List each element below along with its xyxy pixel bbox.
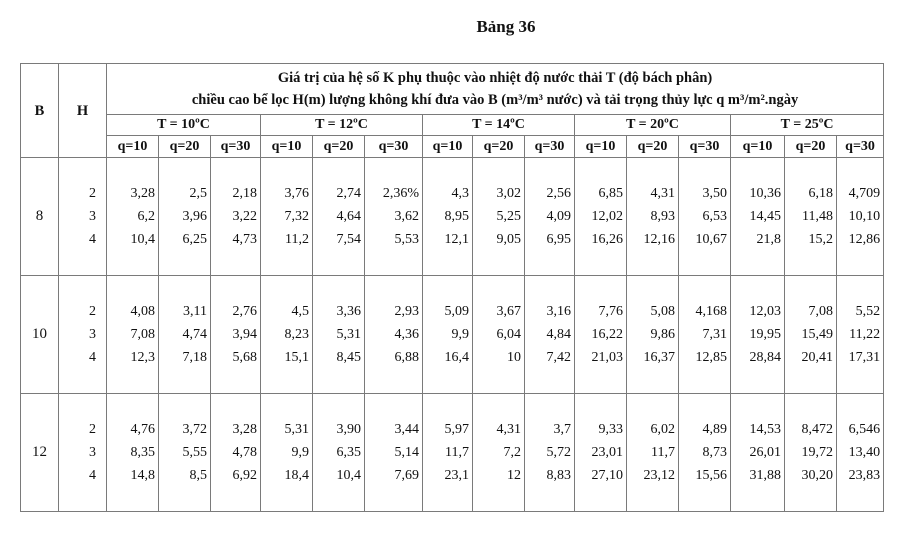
k-value: 9,86 (650, 327, 675, 342)
h-value: 3 (89, 209, 96, 224)
k-value: 8,45 (336, 350, 361, 365)
k-value: 10,10 (848, 209, 881, 224)
k-value: 23,1 (444, 468, 469, 483)
k-value: 3,28 (130, 186, 155, 201)
table-title: Bảng 36 (476, 17, 536, 36)
temperature-header: T = 20ºC (575, 115, 731, 136)
k-value-cell (107, 394, 159, 512)
k-value-cell (423, 276, 473, 394)
q-header: q=10 (261, 136, 313, 158)
k-value: 5,68 (232, 350, 257, 365)
table-row (21, 276, 884, 394)
k-value: 11,22 (849, 327, 881, 342)
k-value: 7,08 (130, 327, 155, 342)
k-value: 5,25 (496, 209, 521, 224)
b-value: 8 (21, 158, 59, 276)
k-value: 8,93 (650, 209, 675, 224)
q-header: q=30 (679, 136, 731, 158)
h-value: 4 (89, 350, 96, 365)
k-value: 8,23 (284, 327, 309, 342)
k-value: 6,02 (650, 422, 675, 437)
k-value-cell (731, 158, 785, 276)
k-value: 4,5 (291, 304, 309, 319)
k-value: 19,72 (801, 445, 833, 460)
k-value-cell (107, 158, 159, 276)
k-value: 3,96 (182, 209, 207, 224)
k-value: 6,92 (232, 468, 257, 483)
k-value: 6,18 (808, 186, 833, 201)
k-value: 3,02 (496, 186, 521, 201)
q-header: q=30 (837, 136, 884, 158)
k-value-cell (785, 394, 837, 512)
k-value: 2,56 (546, 186, 571, 201)
k-value: 15,2 (808, 232, 833, 247)
k-value: 8,73 (702, 445, 727, 460)
k-value-cell (423, 158, 473, 276)
k-value: 3,11 (183, 304, 207, 319)
k-value: 26,01 (749, 445, 781, 460)
k-value: 6,25 (182, 232, 207, 247)
temperature-header: T = 10ºC (107, 115, 261, 136)
k-value: 3,94 (232, 327, 257, 342)
k-value: 4,76 (130, 422, 155, 437)
k-value: 7,54 (336, 232, 361, 247)
k-value-cell (575, 158, 627, 276)
k-value: 2,76 (232, 304, 257, 319)
k-value: 10,36 (749, 186, 781, 201)
k-value: 12,3 (130, 350, 155, 365)
k-value: 21,8 (756, 232, 781, 247)
h-value: 3 (89, 327, 96, 342)
k-value: 5,14 (394, 445, 419, 460)
k-value-cell (107, 276, 159, 394)
k-value: 8,35 (130, 445, 155, 460)
h-value: 4 (89, 468, 96, 483)
k-value: 9,05 (496, 232, 521, 247)
k-value-cell (473, 276, 525, 394)
k-value: 12,1 (444, 232, 469, 247)
k-value-cell (525, 394, 575, 512)
k-value: 6,85 (598, 186, 623, 201)
caption-line-1: Giá trị của hệ số K phụ thuộc vào nhiệt độ nước thải T (độ bách phân) (277, 70, 713, 86)
k-value-cell (313, 158, 365, 276)
k-value: 23,01 (591, 445, 623, 460)
k-value: 5,52 (855, 304, 881, 319)
k-value-cell (365, 158, 423, 276)
k-value: 8,5 (189, 468, 207, 483)
k-value: 4,09 (546, 209, 571, 224)
k-value: 5,09 (444, 304, 469, 319)
k-value: 7,32 (284, 209, 309, 224)
k-value-cell (575, 276, 627, 394)
k-value-cell (211, 158, 261, 276)
k-value: 7,18 (182, 350, 207, 365)
k-value: 31,88 (749, 468, 781, 483)
k-value: 23,83 (848, 468, 881, 483)
k-value: 6,35 (336, 445, 361, 460)
k-value: 7,2 (503, 445, 521, 460)
k-value: 7,42 (546, 350, 571, 365)
k-value: 17,31 (848, 350, 881, 365)
q-header: q=20 (785, 136, 837, 158)
h-value: 2 (89, 422, 96, 437)
k-value-cell (473, 158, 525, 276)
k-value: 3,7 (553, 422, 571, 437)
h-value: 3 (89, 445, 96, 460)
k-value: 3,72 (182, 422, 207, 437)
k-value-cell (261, 394, 313, 512)
h-values (59, 158, 107, 276)
k-value: 15,56 (695, 468, 727, 483)
k-value-cell (159, 276, 211, 394)
k-value: 3,62 (394, 209, 419, 224)
k-value: 4,31 (650, 186, 675, 201)
k-value: 13,40 (848, 445, 881, 460)
k-value: 4,74 (182, 327, 207, 342)
k-value: 5,72 (546, 445, 571, 460)
k-value: 6,2 (137, 209, 155, 224)
k-value: 4,73 (232, 232, 257, 247)
q-header: q=10 (423, 136, 473, 158)
k-value-cell (525, 276, 575, 394)
caption-line-2: chiều cao bể lọc H(m) lượng không khí đưa vào B (m³/m³ nước) và tải trọng thủy lực q m³/m².ngày (191, 92, 799, 108)
h-value: 2 (89, 186, 96, 201)
k-value-cell (261, 276, 313, 394)
k-value: 4,89 (702, 422, 727, 437)
q-header: q=20 (159, 136, 211, 158)
k-value: 4,78 (232, 445, 257, 460)
k-value: 16,22 (591, 327, 623, 342)
k-value: 4,3 (451, 186, 469, 201)
k-value-cell (473, 394, 525, 512)
k-value-cell (731, 276, 785, 394)
k-value: 12,02 (591, 209, 623, 224)
k-value-cell (211, 276, 261, 394)
k-value: 9,9 (291, 445, 309, 460)
k-value-cell (313, 394, 365, 512)
k-value-cell (313, 276, 365, 394)
k-value: 30,20 (801, 468, 833, 483)
k-value: 23,12 (643, 468, 675, 483)
k-value: 12,16 (643, 232, 675, 247)
k-value-cell (679, 276, 731, 394)
q-header: q=20 (313, 136, 365, 158)
k-value: 28,84 (749, 350, 781, 365)
k-value-cell (365, 394, 423, 512)
q-header: q=10 (731, 136, 785, 158)
h-values (59, 276, 107, 394)
k-value: 2,5 (189, 186, 207, 201)
k-value: 4,36 (394, 327, 419, 342)
k-value: 10,4 (130, 232, 155, 247)
k-value: 5,08 (650, 304, 675, 319)
k-value: 16,26 (591, 232, 623, 247)
q-header: q=20 (473, 136, 525, 158)
k-value-cell (525, 158, 575, 276)
k-value: 8,95 (444, 209, 469, 224)
k-value: 7,76 (598, 304, 623, 319)
k-value: 9,33 (598, 422, 623, 437)
q-header: q=30 (365, 136, 423, 158)
k-value: 11,2 (285, 232, 309, 247)
h-value: 4 (89, 232, 96, 247)
table-caption (107, 64, 884, 115)
k-value: 16,37 (643, 350, 675, 365)
k-value: 5,53 (394, 232, 419, 247)
q-header: q=30 (525, 136, 575, 158)
temperature-header: T = 25ºC (731, 115, 884, 136)
k-value: 8,472 (801, 422, 833, 437)
k-value: 12 (507, 468, 521, 483)
k-value: 4,64 (336, 209, 361, 224)
q-header: q=20 (627, 136, 679, 158)
k-value: 3,76 (284, 186, 309, 201)
k-value: 21,03 (591, 350, 623, 365)
h-values (59, 394, 107, 512)
k-value: 10 (507, 350, 521, 365)
q-header: q=10 (107, 136, 159, 158)
k-value: 19,95 (749, 327, 781, 342)
k-value-cell (261, 158, 313, 276)
k-value: 12,03 (749, 304, 781, 319)
k-value: 12,85 (695, 350, 727, 365)
k-value-cell (365, 276, 423, 394)
k-value: 4,168 (695, 304, 727, 319)
k-value-cell (837, 394, 884, 512)
q-header: q=10 (575, 136, 627, 158)
k-value: 7,69 (394, 468, 419, 483)
k-value: 2,18 (232, 186, 257, 201)
b-value: 12 (21, 394, 59, 512)
col-header-b: B (21, 64, 59, 158)
k-value: 3,67 (496, 304, 521, 319)
q-header: q=30 (211, 136, 261, 158)
k-value: 7,31 (702, 327, 727, 342)
k-value: 6,53 (702, 209, 727, 224)
k-value: 9,9 (451, 327, 469, 342)
k-value: 16,4 (444, 350, 469, 365)
k-value: 4,84 (546, 327, 571, 342)
k-value: 14,45 (749, 209, 781, 224)
k-value: 20,41 (801, 350, 833, 365)
k-value: 3,90 (336, 422, 361, 437)
k-value-cell (679, 158, 731, 276)
k-value: 6,04 (496, 327, 521, 342)
col-header-h: H (59, 64, 107, 158)
table-row (21, 158, 884, 276)
k-value: 5,97 (444, 422, 469, 437)
k-value-cell (159, 158, 211, 276)
k-value: 3,22 (232, 209, 257, 224)
k-value: 3,50 (702, 186, 727, 201)
k-value: 27,10 (591, 468, 623, 483)
k-value: 6,95 (546, 232, 571, 247)
k-value: 11,7 (651, 445, 675, 460)
k-value-cell (627, 394, 679, 512)
k-value: 18,4 (284, 468, 309, 483)
k-value: 4,709 (848, 186, 881, 201)
k-value: 3,44 (394, 422, 419, 437)
k-value: 6,546 (848, 422, 881, 437)
temperature-header: T = 14ºC (423, 115, 575, 136)
k-value: 4,31 (496, 422, 521, 437)
k-value: 6,88 (394, 350, 419, 365)
k-value-cell (575, 394, 627, 512)
k-value: 5,55 (182, 445, 207, 460)
table-row (21, 394, 884, 512)
k-value-cell (679, 394, 731, 512)
k-value: 3,16 (546, 304, 571, 319)
k-value-cell (785, 158, 837, 276)
k-value-cell (627, 158, 679, 276)
k-value: 2,74 (336, 186, 361, 201)
k-value: 5,31 (336, 327, 361, 342)
temperature-header: T = 12ºC (261, 115, 423, 136)
k-value: 7,08 (808, 304, 833, 319)
k-value: 15,49 (801, 327, 833, 342)
k-value: 12,86 (848, 232, 881, 247)
k-value: 4,08 (130, 304, 155, 319)
k-value: 3,36 (336, 304, 361, 319)
k-value-cell (627, 276, 679, 394)
coefficient-table (20, 63, 884, 512)
k-value: 15,1 (284, 350, 309, 365)
k-value-cell (837, 158, 884, 276)
k-value-cell (785, 276, 837, 394)
k-value: 3,28 (232, 422, 257, 437)
k-value: 11,7 (445, 445, 469, 460)
h-value: 2 (89, 304, 96, 319)
b-value: 10 (21, 276, 59, 394)
k-value-cell (423, 394, 473, 512)
k-value-cell (159, 394, 211, 512)
k-value: 2,93 (394, 304, 419, 319)
k-value: 10,67 (695, 232, 727, 247)
k-value: 11,48 (802, 209, 833, 224)
k-value: 14,53 (749, 422, 781, 437)
k-value-cell (837, 276, 884, 394)
k-value-cell (731, 394, 785, 512)
k-value: 10,4 (336, 468, 361, 483)
k-value: 5,31 (284, 422, 309, 437)
k-value-cell (211, 394, 261, 512)
k-value: 2,36% (382, 186, 419, 201)
k-value: 8,83 (546, 468, 571, 483)
k-value: 14,8 (130, 468, 155, 483)
